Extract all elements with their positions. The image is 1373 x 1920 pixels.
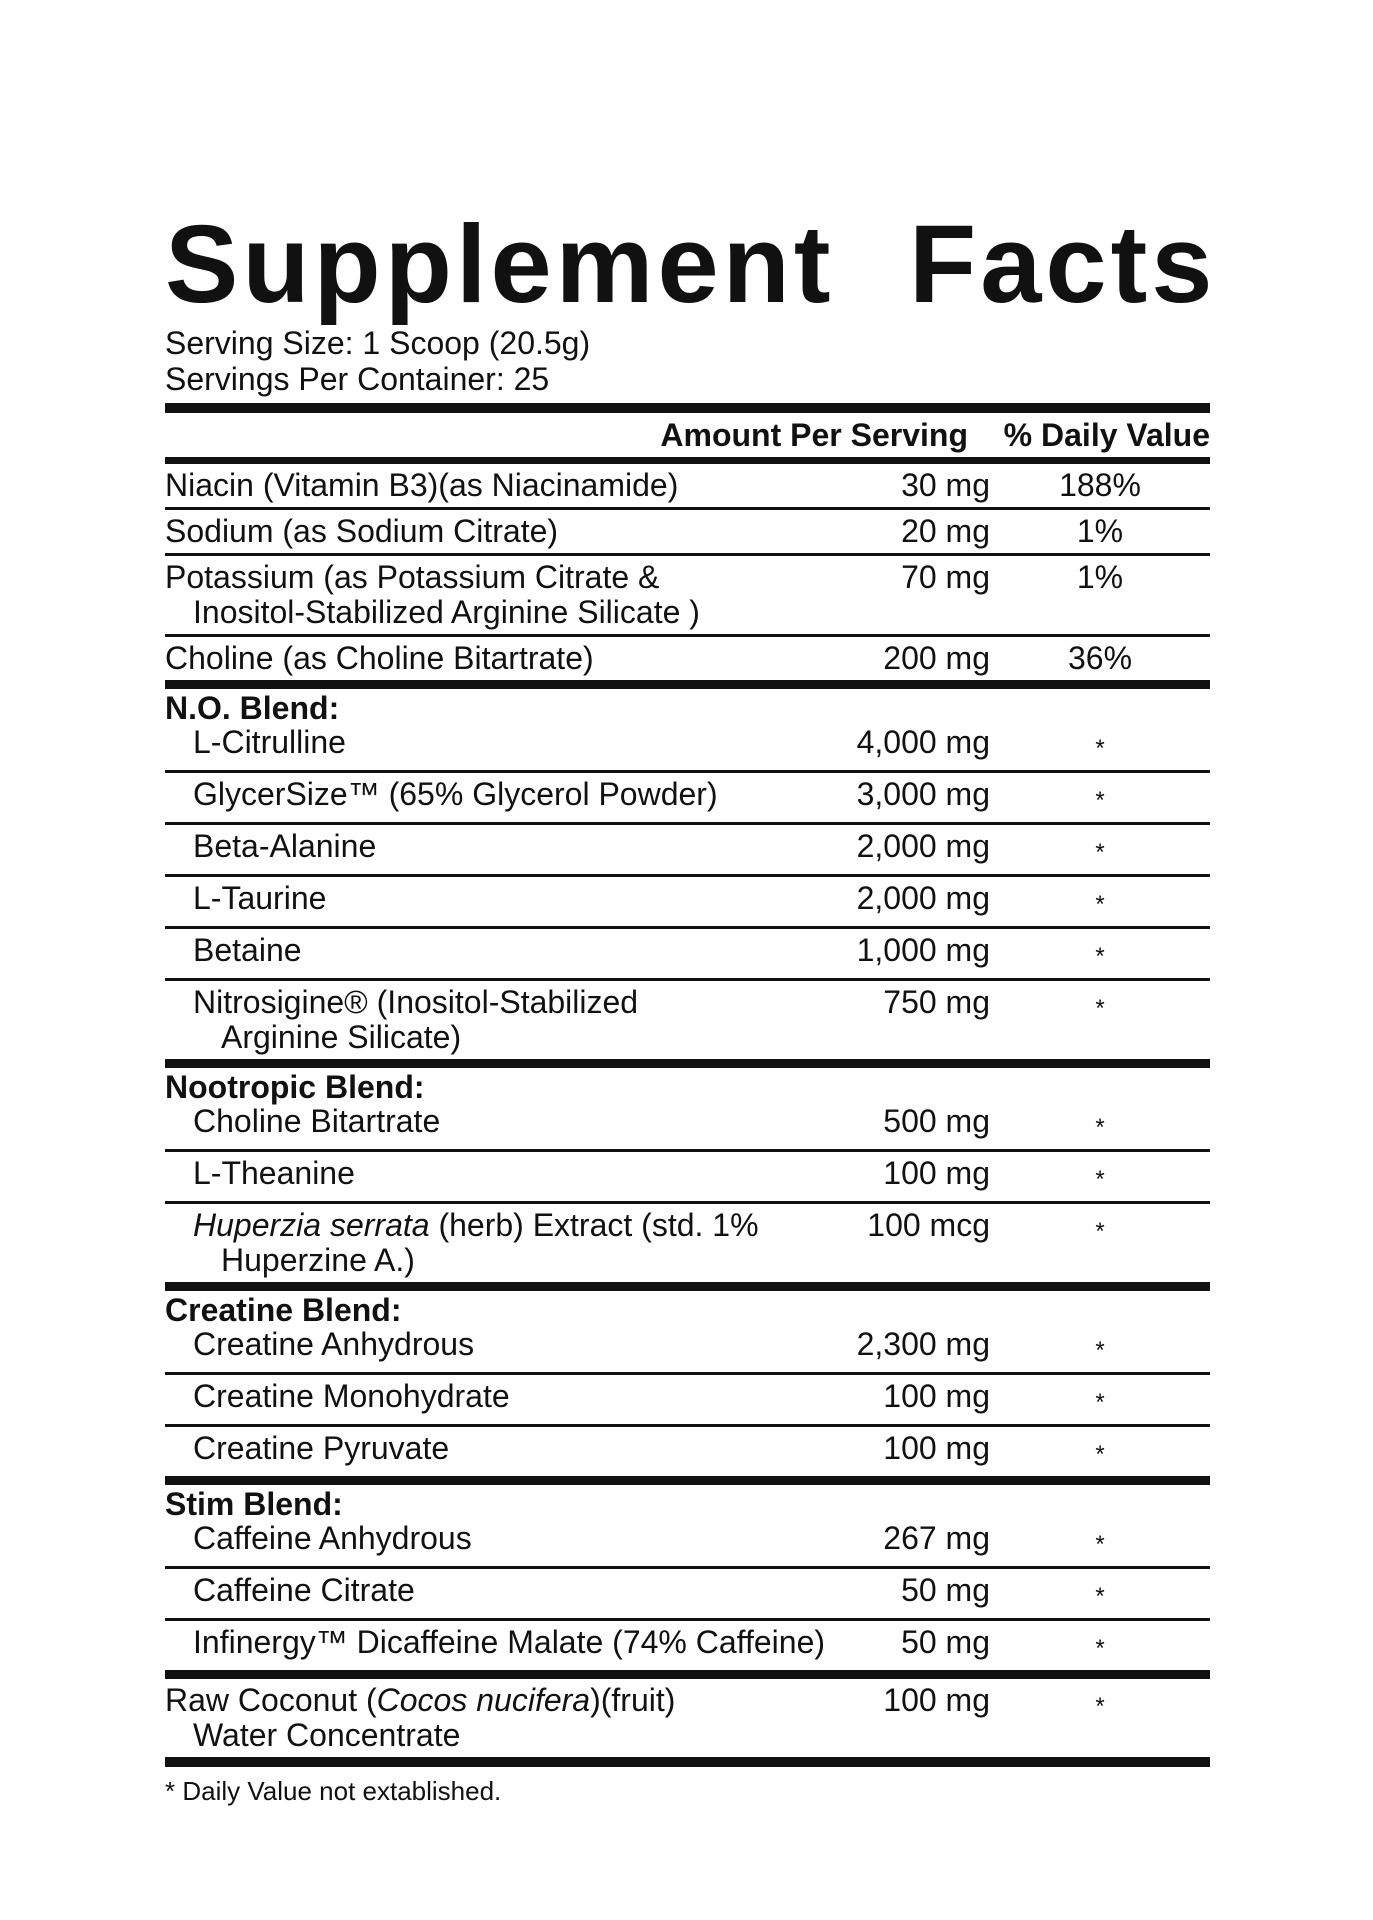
nutrient-name-line1: Potassium (as Potassium Citrate & — [165, 559, 660, 595]
ingredient-dv: * — [1095, 1693, 1105, 1720]
daily-value-header: % Daily Value — [1003, 416, 1210, 453]
creatine-blend-title: Creatine Blend: — [165, 1292, 402, 1328]
ingredient-name: L-Citrulline — [193, 724, 346, 760]
ingredient-row — [165, 1104, 1210, 1152]
top-rule — [165, 403, 1210, 413]
nutrient-row — [165, 556, 1210, 637]
ingredient-row — [165, 825, 1210, 877]
supplement-facts-label — [165, 203, 1217, 1807]
ingredient-name: Caffeine Citrate — [193, 1572, 415, 1608]
nutrient-name: Niacin (Vitamin B3)(as Niacinamide) — [165, 467, 679, 503]
ingredient-row — [165, 1679, 1210, 1767]
ingredient-amount: 100 mg — [883, 1378, 990, 1414]
ingredient-name: Creatine Monohydrate — [193, 1378, 510, 1414]
ingredient-row — [165, 1427, 1210, 1485]
ingredient-name-part-a: Raw Coconut ( — [165, 1682, 377, 1718]
nutrient-amount: 200 mg — [883, 640, 990, 676]
ingredient-dv: * — [1095, 1583, 1105, 1610]
ingredient-amount: 2,000 mg — [856, 828, 990, 864]
ingredient-dv: * — [1095, 1635, 1105, 1662]
ingredient-name-part-b: )(fruit) — [590, 1682, 676, 1718]
ingredient-amount: 4,000 mg — [856, 724, 990, 760]
no-blend-title: N.O. Blend: — [165, 690, 340, 726]
nutrient-name-line2: Inositol-Stabilized Arginine Silicate ) — [193, 594, 700, 630]
ingredient-name-line2: Arginine Silicate) — [221, 1019, 462, 1055]
ingredient-name: Infinergy™ Dicaffeine Malate (74% Caffeine) — [193, 1624, 826, 1660]
ingredient-dv: * — [1095, 1531, 1105, 1558]
nutrient-dv: 36% — [1067, 640, 1133, 676]
ingredient-name: Caffeine Anhydrous — [193, 1520, 472, 1556]
nootropic-blend-title: Nootropic Blend: — [165, 1069, 425, 1105]
ingredient-row — [165, 929, 1210, 981]
ingredient-amount: 267 mg — [883, 1520, 990, 1556]
ingredient-row — [165, 1204, 1210, 1291]
ingredient-amount: 750 mg — [883, 984, 990, 1020]
nutrient-dv: 188% — [1059, 467, 1141, 503]
ingredient-name: Beta-Alanine — [193, 828, 377, 864]
ingredient-name-italic: Huperzia serrata — [193, 1207, 430, 1243]
ingredient-name-line1: Nitrosigine® (Inositol-Stabilized — [193, 984, 639, 1020]
ingredient-name: L-Taurine — [193, 880, 327, 916]
column-header — [165, 413, 1210, 464]
nutrient-amount: 20 mg — [901, 513, 990, 549]
ingredient-row — [165, 1152, 1210, 1204]
ingredient-dv: * — [1095, 1337, 1105, 1364]
ingredient-amount: 3,000 mg — [856, 776, 990, 812]
ingredient-name-rest: (herb) Extract (std. 1% — [429, 1207, 759, 1243]
footnote: * Daily Value not extablished. — [165, 1776, 502, 1806]
ingredient-row — [165, 725, 1210, 773]
ingredient-amount: 100 mg — [883, 1682, 990, 1718]
ingredient-row — [165, 773, 1210, 825]
ingredient-amount: 100 mcg — [867, 1207, 990, 1243]
ingredient-row — [165, 877, 1210, 929]
nutrient-amount: 70 mg — [901, 559, 990, 595]
ingredient-amount: 500 mg — [883, 1103, 990, 1139]
ingredient-dv: * — [1095, 995, 1105, 1022]
nutrient-row — [165, 637, 1210, 689]
stim-blend-title: Stim Blend: — [165, 1486, 343, 1522]
ingredient-row — [165, 1327, 1210, 1375]
ingredient-name — [165, 1208, 830, 1278]
ingredient-name: L-Theanine — [193, 1155, 355, 1191]
ingredient-dv: * — [1095, 943, 1105, 970]
ingredient-row — [165, 1621, 1210, 1679]
ingredient-name: GlycerSize™ (65% Glycerol Powder) — [193, 776, 718, 812]
ingredient-dv: * — [1095, 1389, 1105, 1416]
ingredient-dv: * — [1095, 1166, 1105, 1193]
ingredient-dv: * — [1095, 787, 1105, 814]
ingredient-amount: 100 mg — [883, 1430, 990, 1466]
ingredient-amount: 2,300 mg — [856, 1326, 990, 1362]
ingredient-name-line2: Huperzine A.) — [221, 1242, 415, 1278]
ingredient-name — [165, 1683, 830, 1753]
ingredient-row — [165, 981, 1210, 1068]
ingredient-name: Choline Bitartrate — [193, 1103, 441, 1139]
ingredient-amount: 1,000 mg — [856, 932, 990, 968]
nutrient-row — [165, 464, 1210, 510]
nutrient-dv: 1% — [1076, 513, 1124, 549]
ingredient-dv: * — [1095, 839, 1105, 866]
ingredient-row — [165, 1375, 1210, 1427]
ingredient-dv: * — [1095, 1218, 1105, 1245]
ingredient-row — [165, 1521, 1210, 1569]
amount-per-serving-header: Amount Per Serving — [660, 416, 968, 453]
ingredient-name-line2: Water Concentrate — [193, 1717, 461, 1753]
ingredient-dv: * — [1095, 735, 1105, 762]
ingredient-dv: * — [1095, 1114, 1105, 1141]
ingredient-amount: 50 mg — [901, 1624, 990, 1660]
nutrient-name — [165, 560, 830, 630]
ingredient-name: Betaine — [193, 932, 302, 968]
nutrient-row — [165, 510, 1210, 556]
ingredient-name: Creatine Anhydrous — [193, 1326, 475, 1362]
nutrient-amount: 30 mg — [901, 467, 990, 503]
ingredient-name: Creatine Pyruvate — [193, 1430, 450, 1466]
ingredient-amount: 2,000 mg — [856, 880, 990, 916]
ingredient-dv: * — [1095, 1441, 1105, 1468]
nutrient-name: Sodium (as Sodium Citrate) — [165, 513, 559, 549]
ingredient-row — [165, 1569, 1210, 1621]
nutrient-dv: 1% — [1076, 559, 1124, 595]
ingredient-amount: 100 mg — [883, 1155, 990, 1191]
ingredient-name — [165, 985, 830, 1055]
servings-per-container: Servings Per Container: 25 — [165, 361, 550, 397]
serving-size: Serving Size: 1 Scoop (20.5g) — [165, 325, 591, 361]
ingredient-amount: 50 mg — [901, 1572, 990, 1608]
ingredient-dv: * — [1095, 891, 1105, 918]
nutrient-name: Choline (as Choline Bitartrate) — [165, 640, 594, 676]
label-title: Supplement Facts — [165, 203, 1217, 326]
ingredient-name-italic: Cocos nucifera — [376, 1682, 591, 1718]
